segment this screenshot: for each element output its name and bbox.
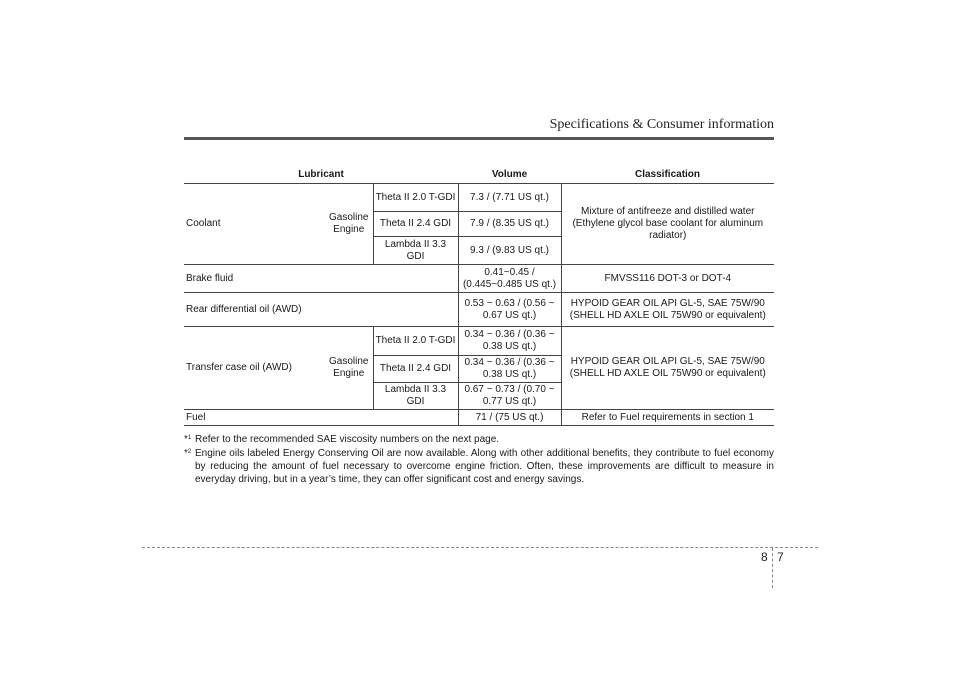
transfer-engine-lambda33: Lambda II 3.3 GDI	[373, 383, 458, 410]
footnote-2	[184, 447, 774, 486]
table-row	[184, 410, 774, 426]
transfer-engine-group: Gasoline Engine	[325, 327, 373, 410]
footnote-1-text: Refer to the recommended SAE viscosity numbers on the next page.	[195, 434, 500, 445]
transfer-volume-theta20: 0.34 ~ 0.36 / (0.36 ~ 0.38 US qt.)	[458, 327, 561, 356]
header-rule	[184, 137, 774, 140]
brake-fluid-volume: 0.41~0.45 / (0.445~0.485 US qt.)	[458, 265, 561, 293]
footnote-1	[184, 433, 774, 446]
transfer-case-label: Transfer case oil (AWD)	[184, 327, 325, 410]
brake-fluid-classification: FMVSS116 DOT-3 or DOT-4	[561, 265, 774, 293]
transfer-engine-theta20: Theta II 2.0 T-GDI	[373, 327, 458, 356]
footer-dashed-rule	[142, 547, 818, 548]
table-row	[184, 265, 774, 293]
page-number-separator	[772, 548, 773, 588]
header-classification: Classification	[561, 167, 774, 184]
coolant-engine-theta24: Theta II 2.4 GDI	[373, 212, 458, 237]
coolant-volume-theta24: 7.9 / (8.35 US qt.)	[458, 212, 561, 237]
transfer-volume-lambda33: 0.67 ~ 0.73 / (0.70 ~ 0.77 US qt.)	[458, 383, 561, 410]
transfer-volume-theta24: 0.34 ~ 0.36 / (0.36 ~ 0.38 US qt.)	[458, 356, 561, 383]
page-number: 7	[777, 550, 784, 564]
coolant-classification: Mixture of antifreeze and distilled water (Ethylene glycol base coolant for aluminum radiator)	[561, 184, 774, 265]
coolant-volume-lambda33: 9.3 / (9.83 US qt.)	[458, 237, 561, 265]
table-row	[184, 293, 774, 327]
coolant-engine-theta20: Theta II 2.0 T-GDI	[373, 184, 458, 212]
rear-diff-classification: HYPOID GEAR OIL API GL-5, SAE 75W/90 (SHELL HD AXLE OIL 75W90 or equivalent)	[561, 293, 774, 327]
coolant-engine-lambda33: Lambda II 3.3 GDI	[373, 237, 458, 265]
header-volume: Volume	[458, 167, 561, 184]
transfer-classification: HYPOID GEAR OIL API GL-5, SAE 75W/90 (SHELL HD AXLE OIL 75W90 or equivalent)	[561, 327, 774, 410]
section-number: 8	[761, 550, 768, 564]
fuel-label: Fuel	[184, 410, 458, 426]
fuel-volume: 71 / (75 US qt.)	[458, 410, 561, 426]
footnote-1-marker: *$^1$	[184, 434, 192, 445]
header-lubricant: Lubricant	[184, 167, 458, 184]
footnote-2-marker: *$^2$	[184, 448, 192, 459]
coolant-label: Coolant	[184, 184, 325, 265]
transfer-engine-theta24: Theta II 2.4 GDI	[373, 356, 458, 383]
rear-diff-volume: 0.53 ~ 0.63 / (0.56 ~ 0.67 US qt.)	[458, 293, 561, 327]
footnote-2-text: Engine oils labeled Energy Conserving Oil are now available. Along with other additional benefits, they contribute to fuel economy by reducing the amount of fuel necessary to overcome engine friction. Often, these improvements are difficult to measure in everyday driving, but in a year’s time, they can offer significant cost and energy savings.	[195, 448, 774, 485]
fuel-classification: Refer to Fuel requirements in section 1	[561, 410, 774, 426]
table-header-row	[184, 167, 774, 184]
brake-fluid-label: Brake fluid	[184, 265, 458, 293]
table-row	[184, 327, 774, 356]
section-header-title: Specifications & Consumer information	[549, 117, 774, 132]
coolant-volume-theta20: 7.3 / (7.71 US qt.)	[458, 184, 561, 212]
lubricant-spec-table	[184, 167, 774, 426]
table-row	[184, 184, 774, 212]
rear-diff-label: Rear differential oil (AWD)	[184, 293, 458, 327]
coolant-engine-group: Gasoline Engine	[325, 184, 373, 265]
